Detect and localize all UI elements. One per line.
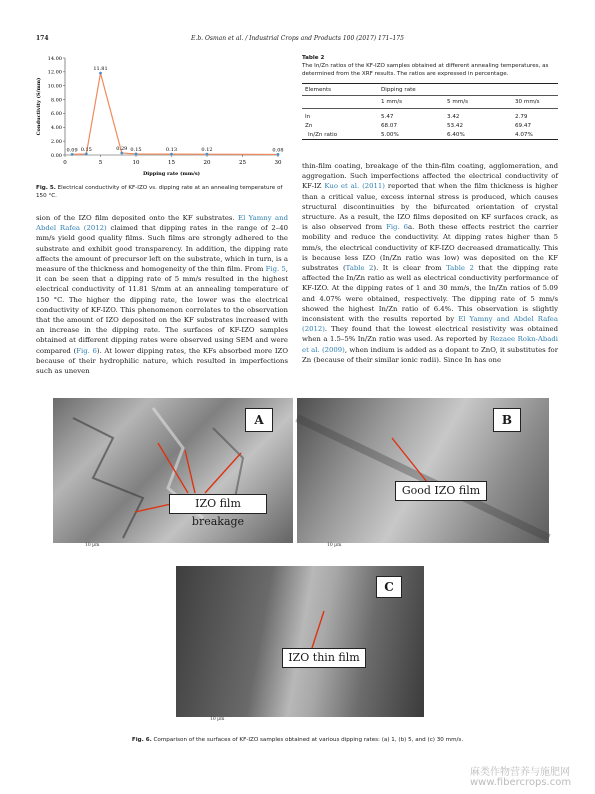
reference-link[interactable]: El Yamny and Abdel Rafea (2012) [302, 315, 558, 334]
text: that the dipping rate affected the In/Zn ratio as well as electrical conductivity performance of KF-IZO. At the dipping rates of 1 and 30 mm/s, the In/Zn ratios of 5.09 and 4.07% were obtained, respectively. The dipping rate of 5 mm/s showed the highest In/Zn ratio of 6.4%. This observation is slightly inconsistent with the results reported by [302, 264, 558, 324]
cell: 68.07 [381, 122, 398, 129]
fig5-caption-label: Fig. 5. [36, 185, 56, 191]
fig5-caption [36, 184, 288, 200]
x-tick-label: 5 [98, 160, 103, 166]
table-row [302, 121, 558, 130]
reference-link[interactable]: Kuo et al. (2011) [324, 182, 385, 191]
cell: 4.07% [515, 131, 533, 138]
data-point [120, 152, 123, 155]
col-elements: Elements [305, 86, 332, 93]
row-label: Zn [305, 122, 313, 129]
col-dipping: Dipping rate [381, 86, 416, 93]
reference-link[interactable]: El Yamny and Abdel Rafea (2012) [36, 214, 288, 233]
table-row [302, 130, 558, 140]
text: claimed that dipping rates in the range of 2–40 mm/s yield good quality films. Such films are strongly adhered to the substrate and exhibit good transparency. In addition, the dipping rate affects the amount of precursor left on the substrate, which in turn, is a measure of the thickness and homogeneity of the thin film. From [36, 224, 288, 274]
data-label: 0.15 [130, 146, 142, 153]
cell: 5.47 [381, 113, 394, 120]
y-tick-label: 2.00 [50, 138, 62, 145]
text: . They found that the lowest electrical resistivity was obtained when a 1.5–5% In/Zn ratio was used. As reported by [302, 325, 558, 344]
watermark-line-1: 麻类作物营养与施肥网 [470, 767, 570, 778]
fig6-caption [0, 736, 595, 744]
y-tick-label: 12.00 [47, 69, 62, 76]
table2-heading [302, 54, 558, 78]
x-tick-label: 15 [168, 160, 175, 166]
rate-header: 30 mm/s [515, 99, 540, 105]
table2-caption: The In/Zn ratios of the KF-IZO samples obtained at different annealing temperatures, as determined from the XRF results. The ratios are expressed in percentage. [302, 63, 549, 77]
y-tick-label: 14.00 [47, 55, 62, 62]
cell: 69.47 [515, 122, 532, 129]
table-link[interactable]: Table 2 [345, 264, 374, 273]
y-tick-label: 8.00 [50, 97, 62, 104]
figure-link[interactable]: Fig. 6 [76, 346, 97, 355]
x-tick-label: 0 [63, 160, 67, 166]
fig5-caption-text: Electrical conductivity of KF-IZO vs. dipping rate at an annealing temperature of 150 °C. [36, 185, 283, 199]
data-point [71, 153, 74, 156]
fig5-chart [32, 50, 282, 180]
data-point [277, 153, 280, 156]
data-point [99, 72, 102, 75]
x-axis-label: Dipping rate (mm/s) [142, 171, 201, 177]
page-number: 174 [36, 35, 49, 42]
fig6-caption-label: Fig. 6. [131, 737, 152, 743]
panel-letter: C [376, 576, 402, 598]
text: ). At lower dipping rates, the KFs absorbed more IZO because of their hydrophilic nature, which resulted in imperfections such as uneven [36, 346, 288, 376]
data-point [206, 153, 209, 156]
data-point [135, 153, 138, 156]
data-label: 11.81 [93, 66, 108, 73]
data-label: 0.09 [66, 147, 78, 154]
right-column-paragraph [302, 161, 558, 365]
cell: 5.00% [381, 131, 399, 138]
row-label: In/Zn ratio [308, 131, 338, 138]
rate-header: 5 mm/s [447, 99, 469, 105]
x-tick-label: 20 [203, 160, 211, 166]
text: sion of the IZO film deposited onto the KF substrates. [36, 214, 235, 222]
x-tick-label: 30 [274, 160, 282, 166]
table2-label: Table 2 [302, 55, 325, 61]
row-label: In [305, 113, 311, 120]
data-point [85, 153, 88, 156]
y-tick-label: 10.00 [47, 83, 62, 90]
cell: 53.42 [447, 122, 464, 129]
table-link[interactable]: Table 2 [446, 264, 474, 273]
scale-bar: 10 µm [176, 717, 458, 724]
text: thin-film coating, breakage of the thin-film coating, agglomeration, and aggregation. Such imperfections affected the electrical conductivity of KF-IZ [302, 162, 558, 191]
panel-letter: B [493, 408, 521, 432]
data-label: 0.12 [201, 147, 213, 154]
sem-image-b [297, 398, 549, 550]
callout-label: IZO thin film [282, 648, 366, 668]
x-tick-label: 25 [239, 160, 246, 166]
table2 [302, 83, 558, 140]
text: reported that when the film thickness is higher than a critical value, excess internal stress is produced, which causes structural discontinuities by the bifurcated orientation of crystal structure. As a result, the IZO films deposited on KF surfaces crack, as is also observed from [302, 182, 558, 232]
x-tick-label: 10 [132, 160, 140, 166]
figure-link[interactable]: Fig. 5 [265, 265, 286, 274]
callout-label: IZO film breakage [169, 494, 267, 514]
y-tick-label: 0.00 [50, 152, 62, 159]
panel-letter: A [245, 408, 273, 432]
cell: 3.42 [447, 113, 460, 120]
text: , it can be seen that a dipping rate of 5 mm/s resulted in the highest electrical conductivity of 11.81 S/mm at an annealing temperature of 150 °C. The higher the dipping rate, the lower was the electrical conductivity of KF-IZO. This phenomenon correlates to the observation that the amount of IZO deposited on the KF substrates increased with an increase in the dipping rate. The surfaces of KF-IZO samples obtained at different dipping rates were observed using SEM and were compared ( [36, 265, 288, 355]
table-row [302, 109, 558, 122]
cell: 6.40% [447, 131, 465, 138]
data-label: 0.15 [80, 146, 92, 153]
series-line [72, 73, 278, 154]
data-label: 0.13 [165, 147, 178, 154]
text: ). It is clear from [373, 264, 442, 273]
sem-image-c [176, 566, 424, 724]
data-label: 0.29 [116, 145, 128, 152]
cell: 2.79 [515, 113, 528, 120]
y-axis-label: Conductivity (S/mm) [36, 77, 42, 136]
sem-image-a [53, 398, 293, 550]
data-label: 0.08 [272, 147, 284, 154]
scale-bar: 10 µm [53, 543, 325, 550]
text: a. Both these effects restrict the carrier mobility and reduce the conductivity. At dipping rates higher than 5 mm/s, the electrical conductivity of KF-IZO decreased dramatically. This is because less IZO (In/Zn ratio was low) was deposited on the KF substrates ( [302, 223, 558, 273]
fig6-caption-text: Comparison of the surfaces of KF-IZO samples obtained at various dipping rates: (a) 1, (b) 5, and (c) 30 mm/s. [153, 737, 464, 743]
running-title: E.b. Osman et al. / Industrial Crops and Products 100 (2017) 171–175 [191, 35, 404, 42]
scale-bar: 10 µm [297, 543, 579, 550]
reference-link[interactable]: Rezaee Rokn-Abadi et al. (2009) [302, 335, 558, 354]
y-tick-label: 6.00 [50, 111, 62, 118]
figure-link[interactable]: Fig. 6 [386, 223, 409, 232]
callout-label: Good IZO film [395, 481, 487, 501]
y-tick-label: 4.00 [50, 125, 62, 132]
left-column-paragraph [36, 213, 288, 376]
text: , when indium is added as a dopant to ZnO, it substitutes for Zn (because of their similar ionic radii). Since In has one [302, 345, 558, 364]
data-point [170, 153, 173, 156]
rate-header: 1 mm/s [381, 99, 403, 105]
watermark-line-2: www.fibercrops.com [470, 777, 572, 788]
